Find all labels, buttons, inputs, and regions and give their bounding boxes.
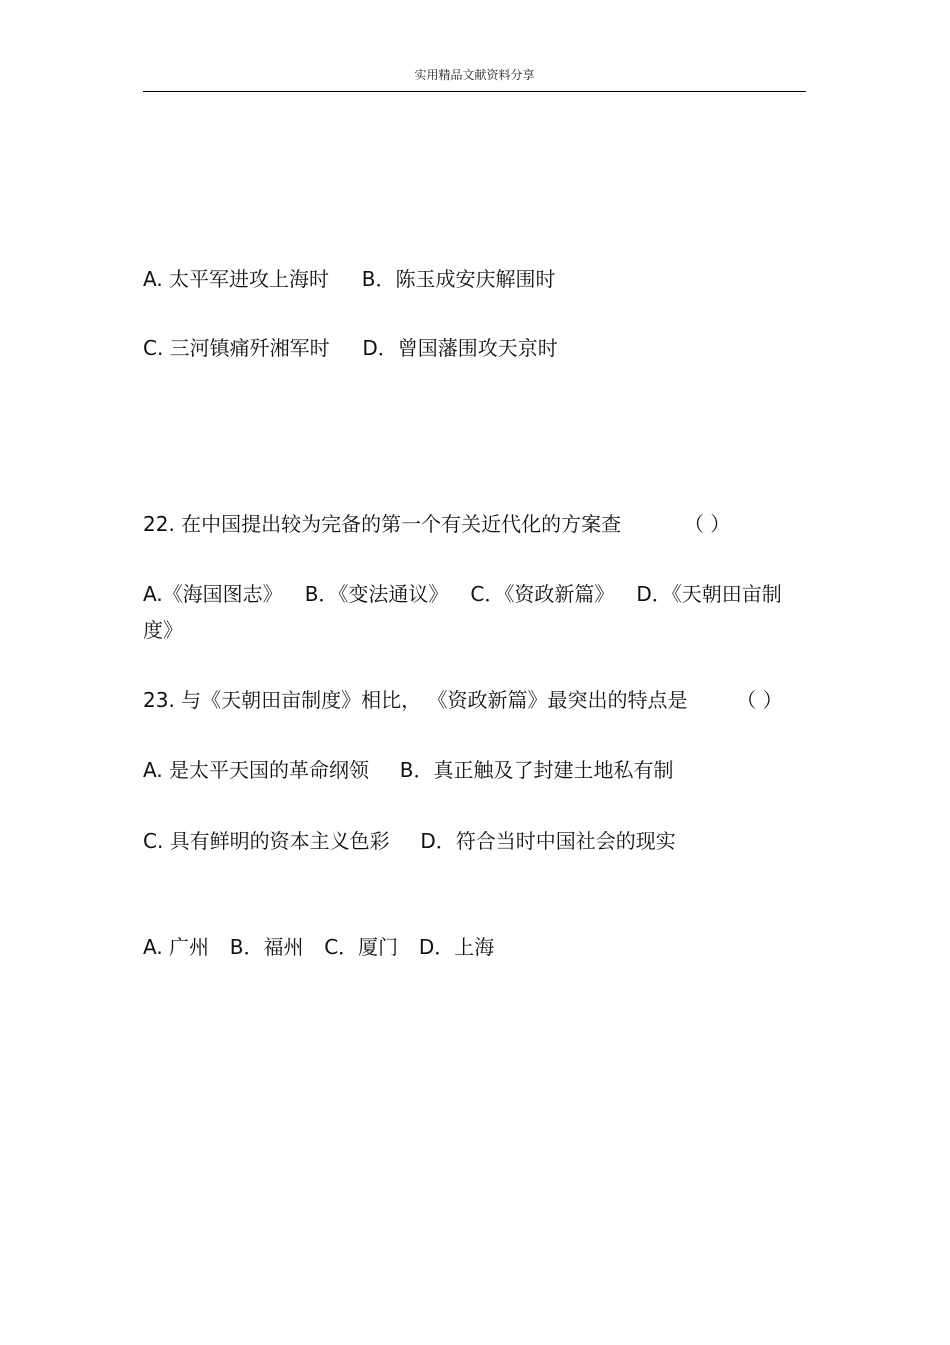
- header-divider: [143, 91, 806, 92]
- q22-stem-row: [143, 512, 730, 536]
- q21-options-row-1: [143, 267, 556, 291]
- q23-stem-row: [143, 688, 783, 712]
- q24-options-row: [143, 935, 494, 959]
- q22-option-c: C．《资政新篇》: [470, 582, 615, 606]
- q22-option-a: A.《海国图志》: [143, 582, 283, 606]
- q21-option-d: D．曾国藩围攻天京时: [362, 336, 558, 360]
- page-header: 实用精品文献资料分享: [414, 68, 535, 82]
- q24-option-a: A. 广州: [143, 935, 210, 959]
- q23-stem: 23. 与《天朝田亩制度》相比， 《资政新篇》最突出的特点是: [143, 688, 688, 712]
- q22-answer-paren: （ ）: [683, 512, 731, 536]
- q22-options: [143, 576, 798, 648]
- q24-option-c: C．厦门: [324, 935, 399, 959]
- q22-option-b: B．《变法通议》: [304, 582, 449, 606]
- q23-options-row-2: [143, 829, 676, 853]
- q24-option-d: D．上海: [418, 935, 495, 959]
- q23-option-a: A. 是太平天国的革命纲领: [143, 758, 370, 782]
- q21-option-c: C. 三河镇痛歼湘军时: [143, 336, 330, 360]
- q22-option-d: D．《天朝田亩制度》: [143, 582, 782, 642]
- q22-stem: 22. 在中国提出较为完备的第一个有关近代化的方案查: [143, 512, 622, 536]
- q23-answer-paren: （ ）: [736, 688, 783, 712]
- q23-option-c: C. 具有鲜明的资本主义色彩: [143, 829, 390, 853]
- q21-options-row-2: [143, 336, 558, 360]
- q21-option-a: A. 太平军进攻上海时: [143, 267, 330, 291]
- q23-option-b: B．真正触及了封建土地私有制: [399, 758, 674, 782]
- q24-option-b: B．福州: [229, 935, 304, 959]
- q23-option-d: D．符合当时中国社会的现实: [420, 829, 676, 853]
- q23-options-row-1: [143, 758, 674, 782]
- q21-option-b: B．陈玉成安庆解围时: [361, 267, 556, 291]
